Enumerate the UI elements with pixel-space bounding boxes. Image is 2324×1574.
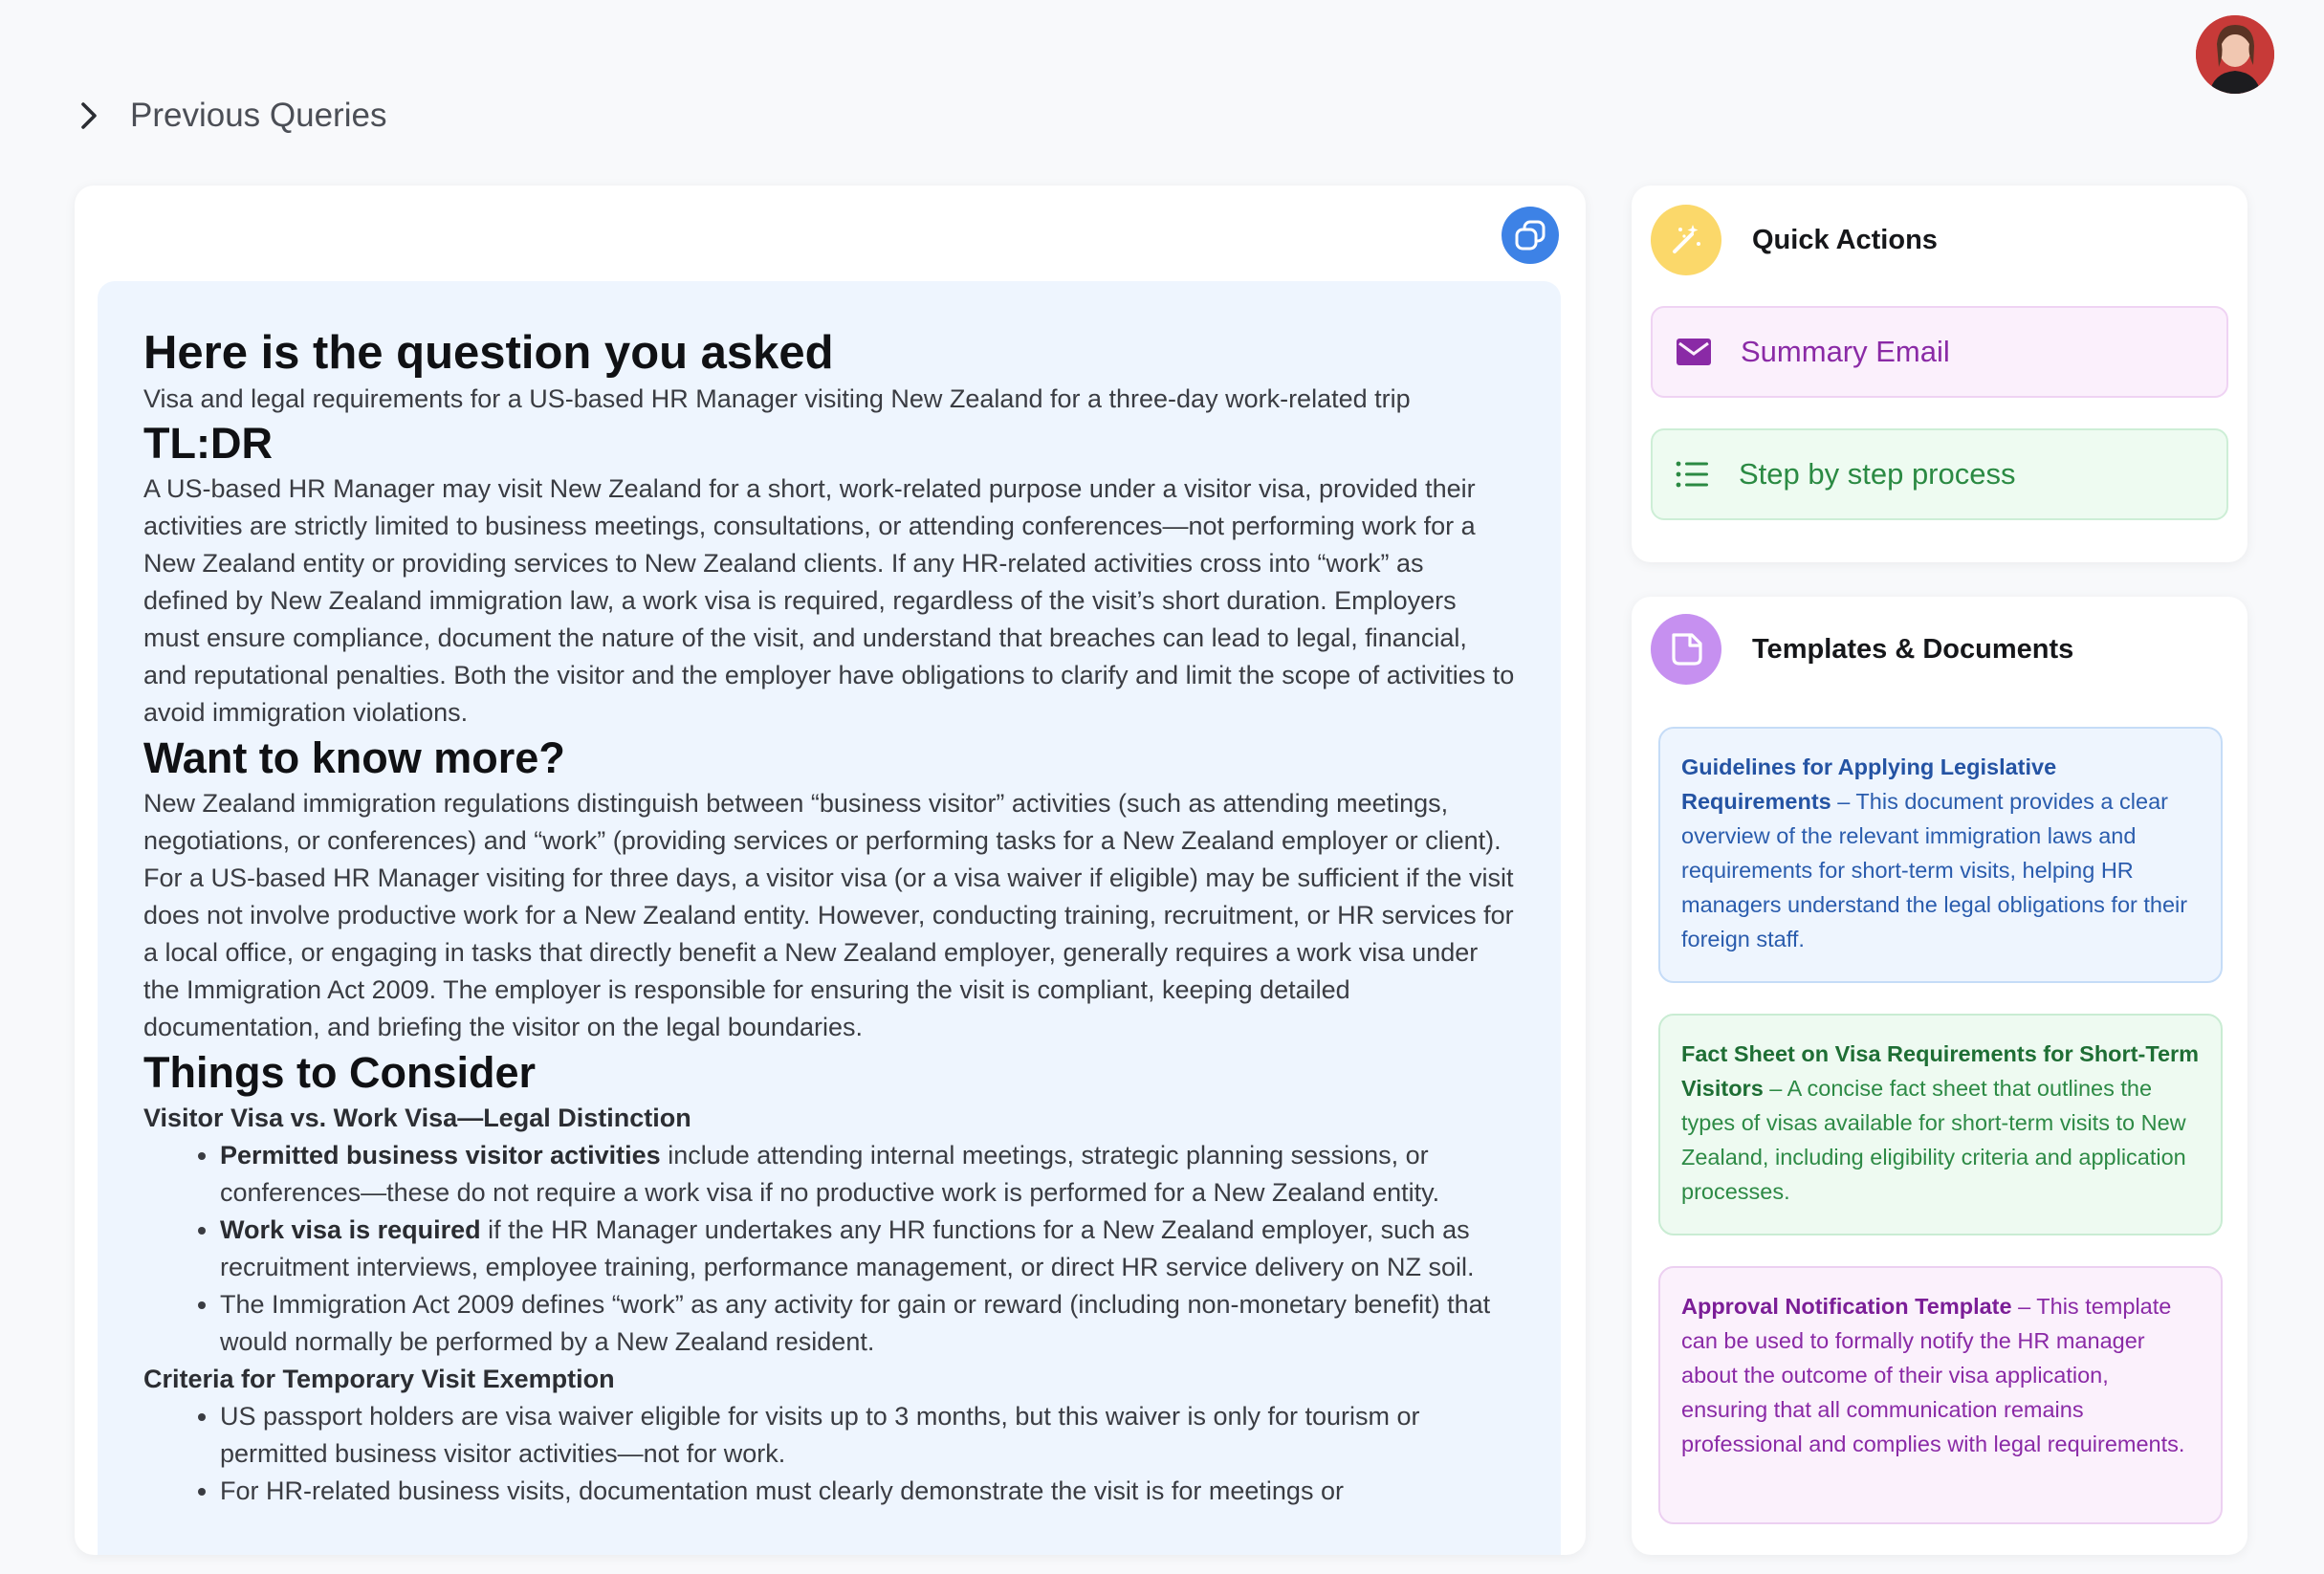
- section-title: Visitor Visa vs. Work Visa—Legal Distinction: [143, 1104, 691, 1132]
- copy-icon: [1513, 218, 1547, 252]
- list-item: [220, 1286, 1515, 1361]
- quick-actions-header: [1651, 205, 1938, 275]
- bullet-bold: Permitted business visitor activities: [220, 1141, 661, 1170]
- avatar-image: [2196, 15, 2274, 94]
- document-description: – A concise fact sheet that outlines the types of visas available for short-term visits to New Zealand, including eligibility criteria and application processes.: [1681, 1076, 2186, 1204]
- document-title: Fact Sheet on Visa Requirements for Short-Term Visitors: [1681, 1041, 2200, 1101]
- list-item: [220, 1137, 1515, 1212]
- section-list: [220, 1137, 1515, 1361]
- list-item: [220, 1212, 1515, 1286]
- question-heading: Here is the question you asked: [143, 327, 834, 379]
- previous-queries-toggle[interactable]: [75, 92, 386, 140]
- bullet-text: The Immigration Act 2009 defines “work” as any activity for gain or reward (including non-monetary benefit) that would normally be performed by a New Zealand resident.: [220, 1290, 1491, 1356]
- section-title: Criteria for Temporary Visit Exemption: [143, 1365, 615, 1393]
- document-item[interactable]: [1658, 1014, 2223, 1235]
- templates-card: [1632, 597, 2247, 1555]
- bullet-text: For HR-related business visits, documentation must clearly demonstrate the visit is for meetings or: [220, 1476, 1344, 1505]
- summary-email-label: Summary Email: [1741, 335, 1950, 368]
- list-icon: [1676, 460, 1710, 489]
- summary-email-button[interactable]: [1651, 306, 2228, 398]
- chevron-right-icon: [75, 101, 103, 130]
- list-item: [220, 1473, 1515, 1510]
- step-by-step-label: Step by step process: [1739, 457, 2016, 491]
- tldr-heading: TL:DR: [143, 419, 273, 468]
- document-description: – This template can be used to formally notify the HR manager about the outcome of their visa application, ensuring that all communication remains professional and complies with legal requirements.: [1681, 1294, 2185, 1456]
- quick-actions-title: Quick Actions: [1752, 224, 1938, 255]
- bullet-text: if the HR Manager undertakes any HR functions for a New Zealand employer, such as recruitment interviews, employee training, performance management, or direct HR service delivery on NZ soil.: [220, 1215, 1475, 1281]
- bullet-text: include attending internal meetings, strategic planning sessions, or conferences—these do not require a work visa if no productive work is performed for a New Zealand entity.: [220, 1141, 1440, 1207]
- answer-card: [75, 186, 1586, 1555]
- quick-actions-card: [1632, 186, 2247, 562]
- templates-title: Templates & Documents: [1752, 633, 2074, 665]
- templates-header: [1651, 614, 2073, 685]
- section-list: [220, 1398, 1515, 1510]
- document-title: Guidelines for Applying Legislative Requirements: [1681, 754, 2057, 814]
- more-text: New Zealand immigration regulations distinguish between “business visitor” activities (such as attending meetings, negotiations, or conferences) and “work” (providing services or performing tasks for a New Zealand employer or client). For a US-based HR Manager visiting for three days, a visitor visa (or a visa waiver if eligible) may be sufficient if the visit does not involve productive work for a New Zealand entity. However, conducting training, recruitment, or HR services for a local office, or engaging in tasks that directly benefit a New Zealand employer, generally requires a work visa under the Immigration Act 2009. The employer is responsible for ensuring the visit is compliant, keeping detailed documentation, and briefing the visitor on the legal boundaries.: [143, 789, 1514, 1041]
- consider-heading: Things to Consider: [143, 1048, 536, 1097]
- tldr-text: A US-based HR Manager may visit New Zealand for a short, work-related purpose under a visitor visa, provided their activities are strictly limited to business meetings, consultations, or attending conferences—not performing work for a New Zealand entity or providing services to New Zealand clients. If any HR-related activities cross into “work” as defined by New Zealand immigration law, a work visa is required, regardless of the visit’s short duration. Employers must ensure compliance, document the nature of the visit, and understand that breaches can lead to legal, financial, and reputational penalties. Both the visitor and the employer have obligations to clarify and limit the scope of activities to avoid immigration violations.: [143, 474, 1515, 727]
- bullet-text: US passport holders are visa waiver eligible for visits up to 3 months, but this waiver is only for tourism or permitted business visitor activities—not for work.: [220, 1402, 1420, 1468]
- answer-content: [98, 281, 1561, 1555]
- previous-queries-label: Previous Queries: [130, 97, 387, 134]
- step-by-step-button[interactable]: [1651, 428, 2228, 520]
- question-text: Visa and legal requirements for a US-based HR Manager visiting New Zealand for a three-day work-related trip: [143, 384, 1411, 413]
- magic-wand-icon: [1651, 205, 1721, 275]
- bullet-bold: Work visa is required: [220, 1215, 481, 1244]
- more-heading: Want to know more?: [143, 733, 565, 782]
- list-item: [220, 1398, 1515, 1473]
- document-description: – This document provides a clear overview of the relevant immigration laws and requirements for short-term visits, helping HR managers understand the legal obligations for their foreign staff.: [1681, 789, 2188, 951]
- document-item[interactable]: [1658, 1266, 2223, 1524]
- user-avatar[interactable]: [2196, 15, 2274, 94]
- document-item[interactable]: [1658, 727, 2223, 983]
- copy-button[interactable]: [1502, 207, 1559, 264]
- document-title: Approval Notification Template: [1681, 1294, 2012, 1319]
- document-icon: [1651, 614, 1721, 685]
- mail-icon: [1676, 338, 1712, 366]
